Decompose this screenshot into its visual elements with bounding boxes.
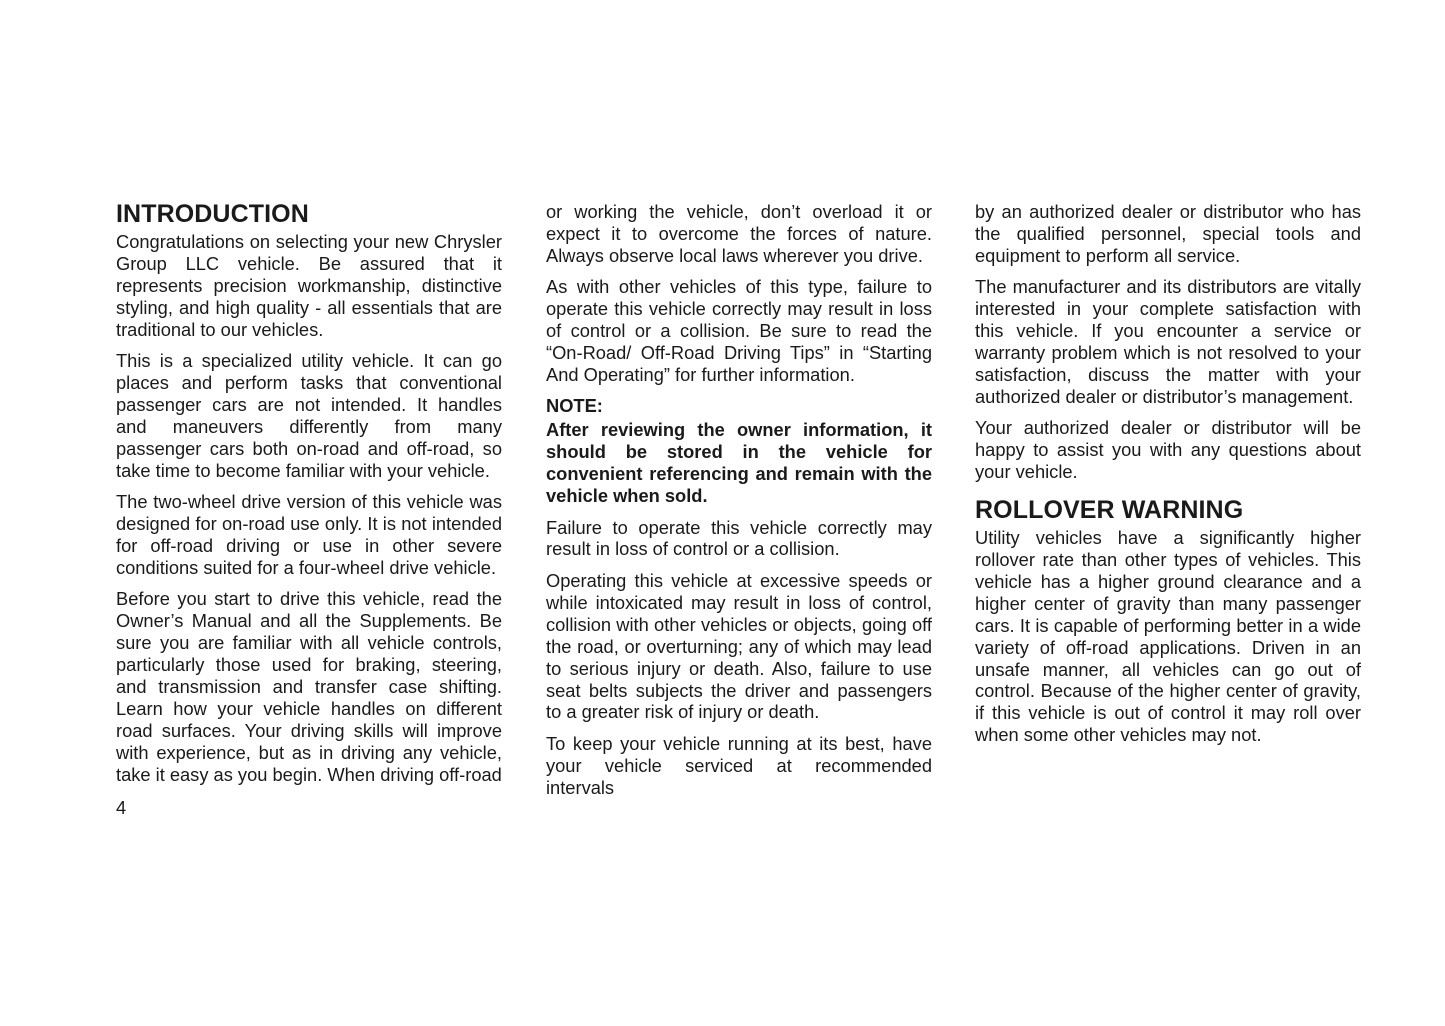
col2-paragraph-5: To keep your vehicle running at its best, have your vehicle serviced at recommended intervals (546, 732, 932, 798)
intro-paragraph-1: Congratulations on selecting your new Chrysler Group LLC vehicle. Be assured that it represents precision workmanship, distinctive styling, and high quality - all essentials that are traditional to our vehicles. (116, 231, 502, 340)
column-1 (116, 199, 502, 795)
introduction-heading: INTRODUCTION (116, 200, 309, 228)
col2-paragraph-4: Operating this vehicle at excessive speeds or while intoxicated may result in loss of control, collision with other vehicles or objects, going off the road, or overturning; any of which may lead to serious injury or death. Also, failure to use seat belts subjects the driver and passengers to a greater risk of injury or death. (546, 569, 932, 723)
col3-paragraph-2: The manufacturer and its distributors are vitally interested in your complete satisfaction with this vehicle. If you encounter a service or warranty problem which is not resolved to your satisfaction, discuss the matter with your authorized dealer or distributor’s management. (975, 276, 1361, 407)
intro-paragraph-3: The two-wheel drive version of this vehicle was designed for on-road use only. It is not intended for off-road driving or use in other severe conditions suited for a four-wheel drive vehicle. (116, 491, 502, 578)
note-label: NOTE: (546, 395, 603, 417)
col2-paragraph-2: As with other vehicles of this type, failure to operate this vehicle correctly may result in loss of control or a collision. Be sure to read the “On-Road/ Off-Road Driving Tips” in “Starting And Operating” for further information. (546, 276, 932, 385)
intro-paragraph-4: Before you start to drive this vehicle, read the Owner’s Manual and all the Supplements. Be sure you are familiar with all vehicle controls, particularly those used for braking, steering, and transmission and transfer case shifting. Learn how your vehicle handles on different road surfaces. Your driving skills will improve with experience, but as in driving any vehicle, take it easy as you begin. When driving off-road (116, 588, 502, 785)
page-number: 4 (116, 797, 127, 818)
rollover-warning-heading: ROLLOVER WARNING (975, 496, 1244, 525)
col2-paragraph-3: Failure to operate this vehicle correctly may result in loss of control or a collision. (546, 516, 932, 560)
column-3 (975, 201, 1361, 756)
col3-paragraph-1: by an authorized dealer or distributor who has the qualified personnel, special tools and equipment to perform all service. (975, 201, 1361, 266)
intro-paragraph-2: This is a specialized utility vehicle. It can go places and perform tasks that conventional passenger cars are not intended. It handles and maneuvers differently from many passenger cars both on-road and off-road, so take time to become familiar with your vehicle. (116, 350, 502, 481)
col3-paragraph-3: Your authorized dealer or distributor will be happy to assist you with any questions about your vehicle. (975, 417, 1361, 483)
column-2 (546, 201, 932, 808)
note-text: After reviewing the owner information, it should be stored in the vehicle for convenient referencing and remain with the vehicle when sold. (546, 419, 932, 507)
col2-paragraph-1: or working the vehicle, don’t overload it or expect it to overcome the forces of nature. Always observe local laws wherever you drive. (546, 201, 932, 266)
rollover-paragraph: Utility vehicles have a significantly higher rollover rate than other types of vehicles. This vehicle has a higher ground clearance and a higher center of gravity than many passenger cars. It is capable of performing better in a wide variety of off-road applications. Driven in an unsafe manner, all vehicles can go out of control. Because of the higher center of gravity, if this vehicle is out of control it may roll over when some other vehicles may not. (975, 527, 1361, 746)
